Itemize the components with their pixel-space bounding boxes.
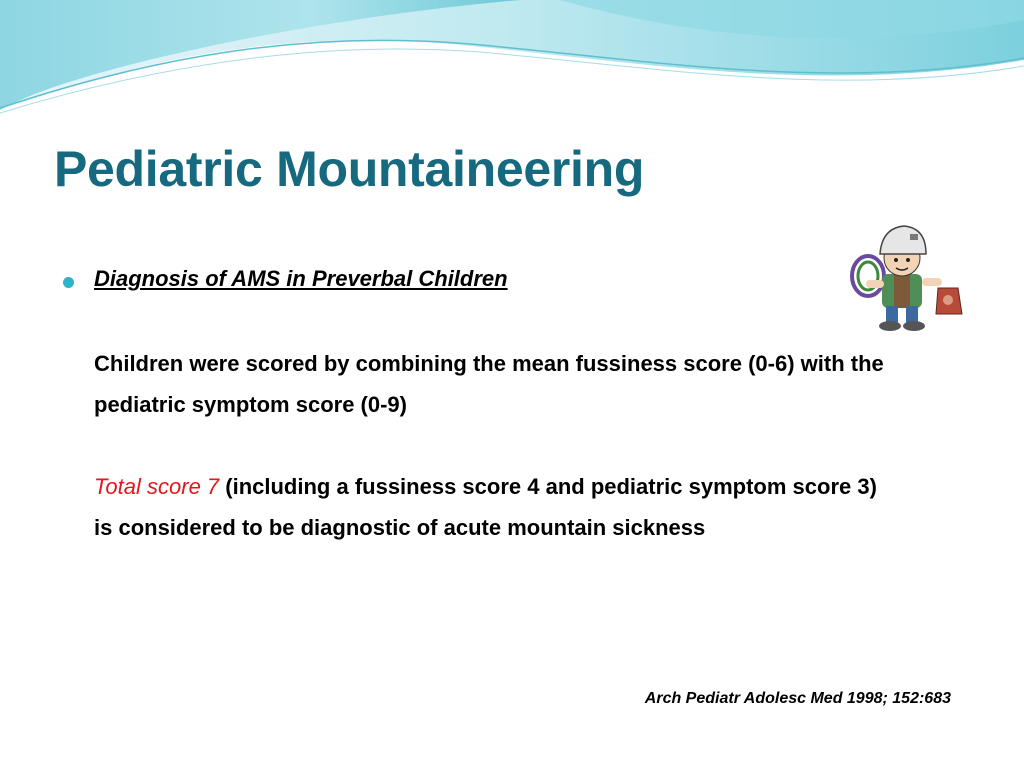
total-score-highlight: Total score 7 [94,474,220,499]
bullet-dot-icon [63,277,74,288]
header-wave-decoration [0,0,1024,120]
child-mountaineer-icon [838,214,972,334]
paragraph-scoring-method: Children were scored by combining the mean fussiness score (0-6) with the pediatric symptom score (0-9) [94,351,884,417]
bullet-heading: Diagnosis of AMS in Preverbal Children [94,266,508,291]
diagnostic-text: (including a fussiness score 4 and pediatric symptom score 3) is considered to be diagnostic of acute mountain sickness [94,474,877,540]
paragraph-diagnostic-criterion [94,466,884,548]
citation: Arch Pediatr Adolesc Med 1998; 152:683 [644,690,951,707]
slide-title: Pediatric Mountaineering [54,141,645,197]
